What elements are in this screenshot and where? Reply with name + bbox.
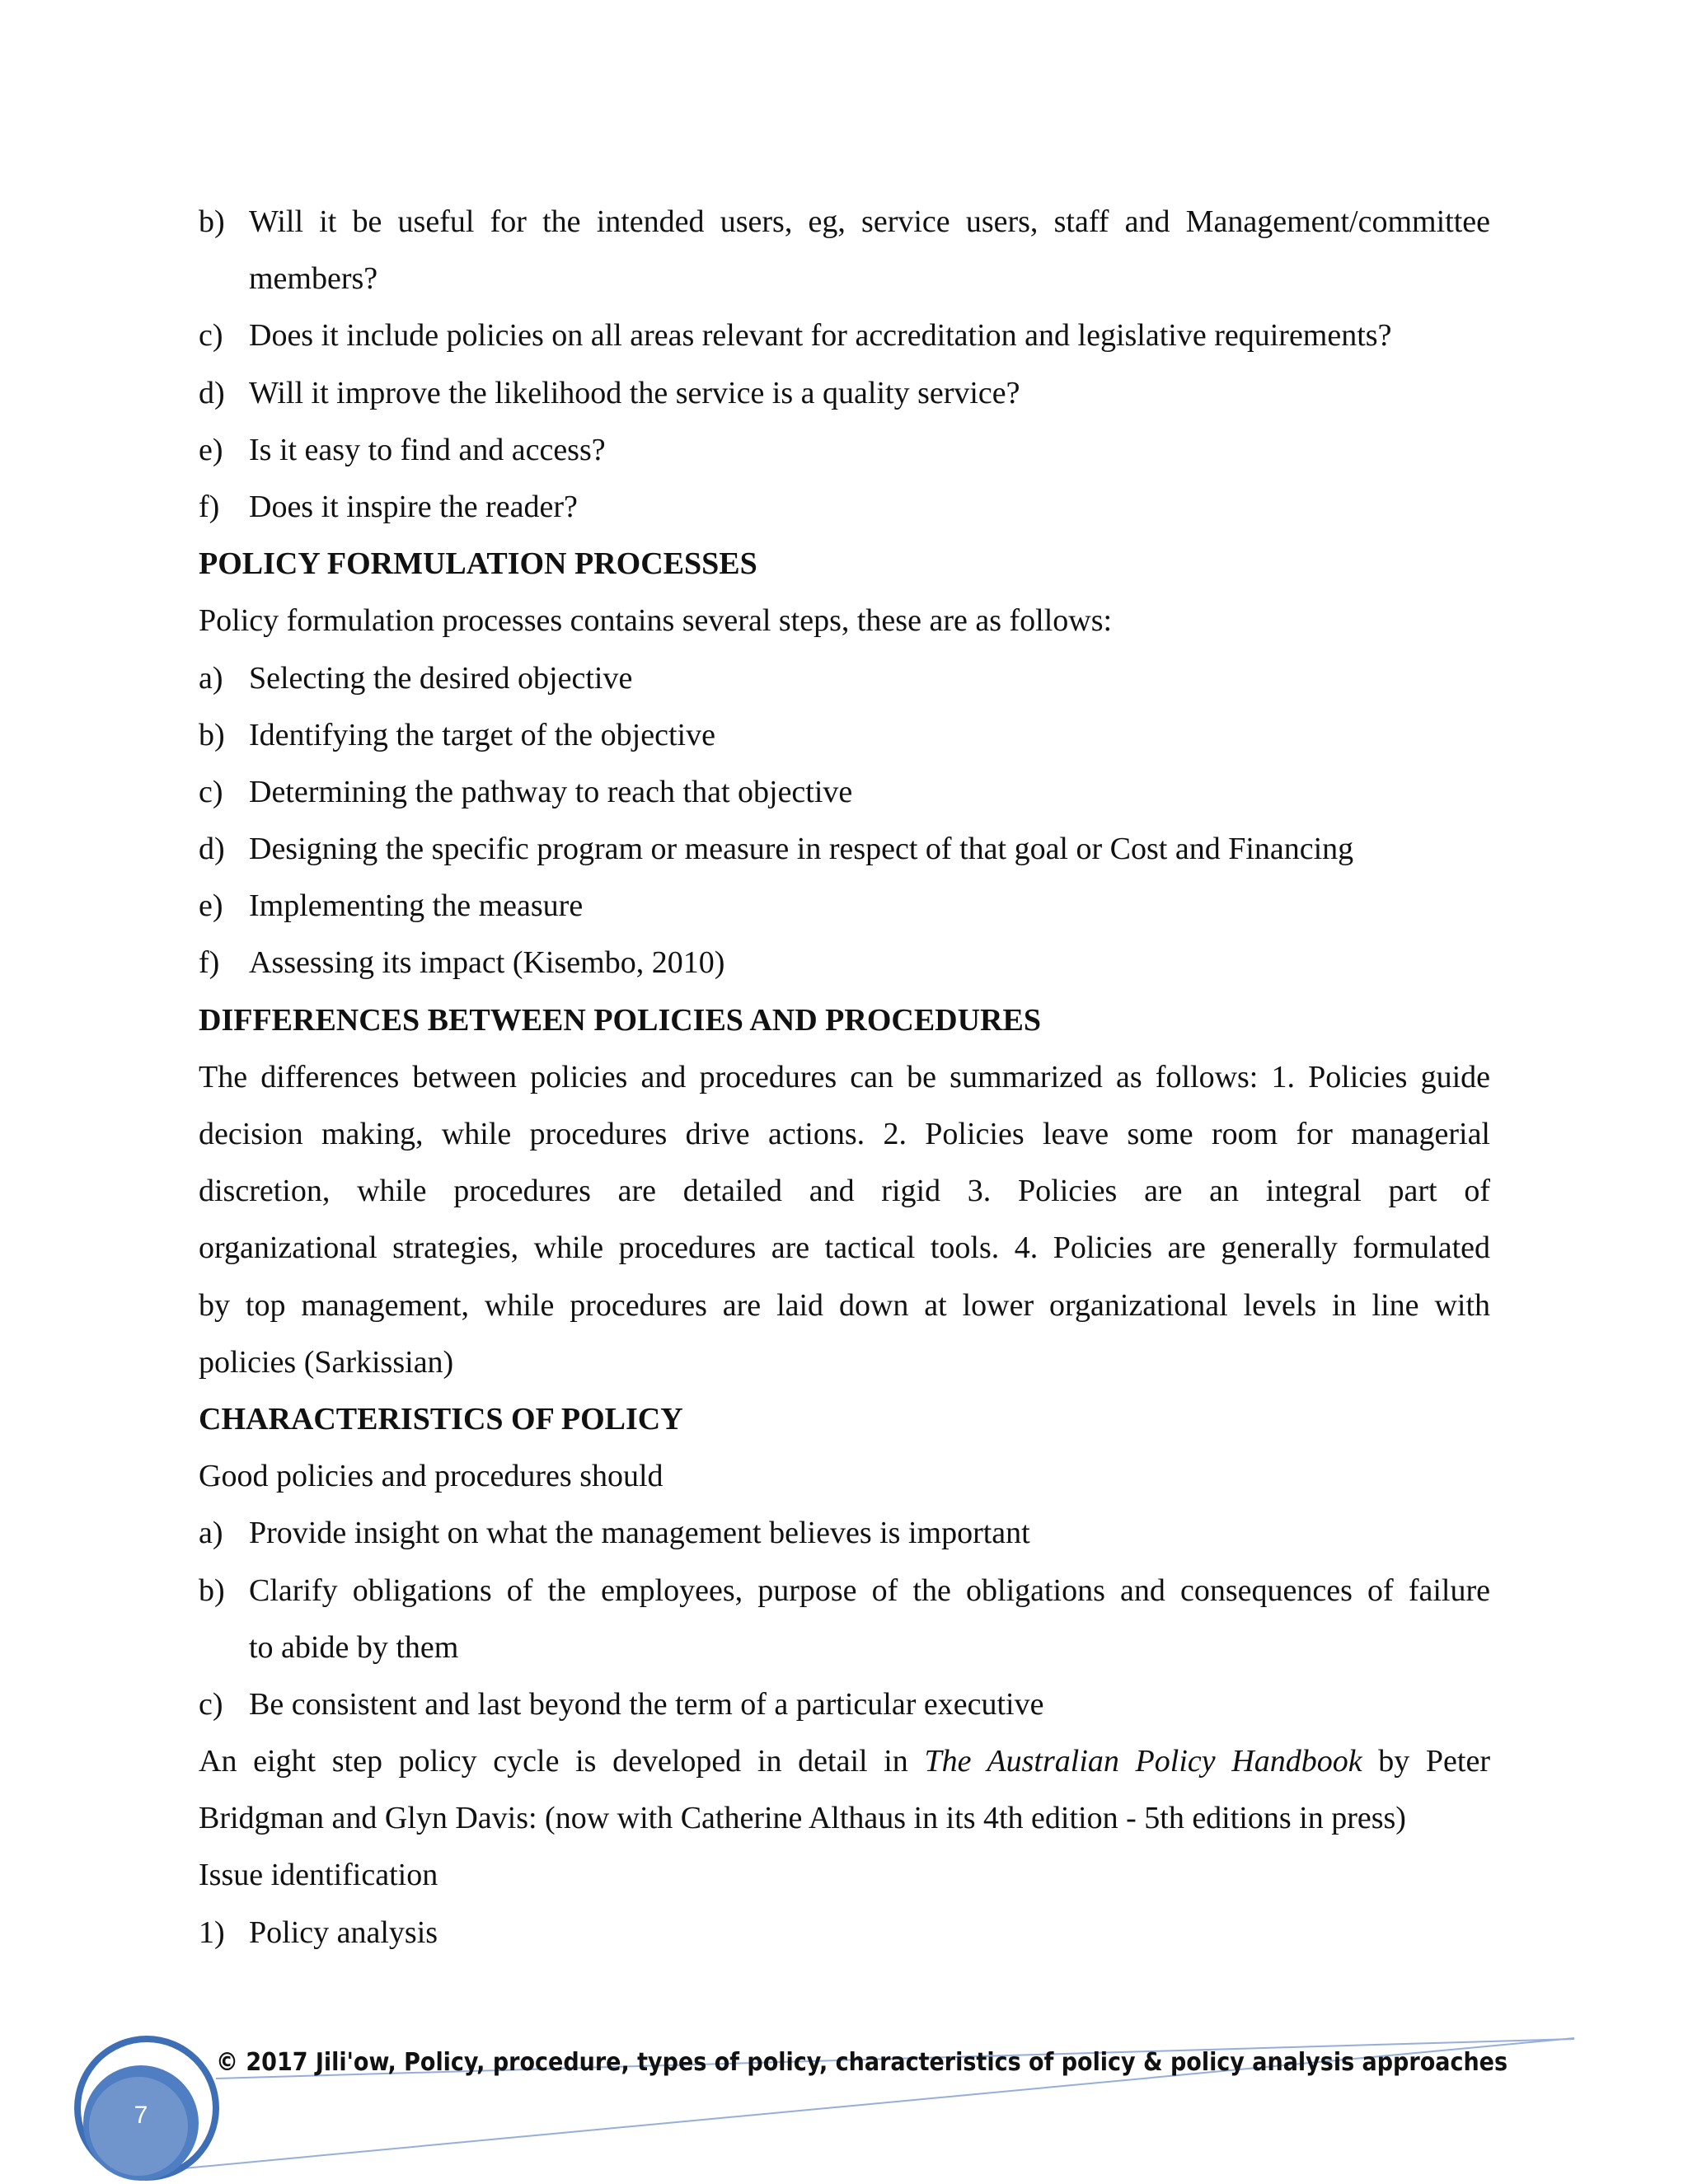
list-item-text: Provide insight on what the management believes is important (249, 1516, 1030, 1551)
footer-decoration (0, 2011, 1688, 2184)
list-item: a) Selecting the desired objective (199, 660, 633, 696)
list-item: a) Provide insight on what the management believes is important (199, 1516, 1030, 1551)
list-item: e) Is it easy to find and access? (199, 432, 606, 467)
list-item: b) Identifying the target of the objective (199, 717, 715, 752)
list-item-continuation: to abide by them (249, 1629, 459, 1665)
section-intro: Policy formulation processes contains several steps, these are as follows: (199, 603, 1113, 639)
list-item-text: Determining the pathway to reach that objective (249, 774, 853, 809)
list-item-text: Clarify obligations of the employees, purpose of the obligations and consequences of failure (249, 1572, 1490, 1608)
paragraph-line: policies (Sarkissian) (199, 1344, 454, 1380)
list-item-text: Does it inspire the reader? (249, 489, 578, 524)
page-number: 7 (134, 2102, 148, 2129)
paragraph-line: decision making, while procedures drive actions. 2. Policies leave some room for managerial (199, 1117, 1490, 1151)
list-item-text: Implementing the measure (249, 888, 584, 924)
list-item-text: Assessing its impact (Kisembo, 2010) (249, 945, 725, 981)
list-item-text: Does it include policies on all areas relevant for accreditation and legislative requirements? (249, 318, 1392, 354)
list-item-text: Is it easy to find and access? (249, 432, 606, 467)
paragraph-line: discretion, while procedures are detailed and rigid 3. Policies are an integral part of (199, 1174, 1490, 1209)
list-item-text: Policy analysis (249, 1915, 438, 1950)
list-item-text: Designing the specific program or measure in respect of that goal or Cost and Financing (249, 832, 1354, 867)
section-heading-policy-formulation: POLICY FORMULATION PROCESSES (199, 546, 757, 582)
list-item-text: Will it improve the likelihood the service is a quality service? (249, 375, 1020, 410)
list-item-text: Be consistent and last beyond the term of a particular executive (249, 1686, 1044, 1722)
list-item: f) Assessing its impact (Kisembo, 2010) (199, 945, 725, 981)
list-item: c) Does it include policies on all areas relevant for accreditation and legislative requirements? (199, 318, 1392, 354)
section-heading-characteristics: CHARACTERISTICS OF POLICY (199, 1401, 683, 1436)
list-item: c) Be consistent and last beyond the term of a particular executive (199, 1686, 1044, 1722)
list-item: b) Will it be useful for the intended users, eg, service users, staff and Management/committee (199, 194, 1490, 251)
paragraph-line: by top management, while procedures are laid down at lower organizational levels in line with (199, 1287, 1490, 1323)
list-item-continuation: members? (249, 261, 378, 297)
paragraph-line: The differences between policies and procedures can be summarized as follows: 1. Policies guide (199, 1059, 1490, 1094)
paragraph-line: organizational strategies, while procedures are tactical tools. 4. Policies are generally formulated (199, 1230, 1490, 1266)
document-body (199, 194, 1490, 1961)
list-item: d) Designing the specific program or measure in respect of that goal or Cost and Financing (199, 832, 1354, 867)
book-title: The Australian Policy Handbook (924, 1744, 1362, 1779)
list-item: e) Implementing the measure (199, 888, 584, 924)
section-heading-differences: DIFFERENCES BETWEEN POLICIES AND PROCEDURES (199, 1002, 1041, 1038)
list-item: b) Clarify obligations of the employees, purpose of the obligations and consequences of failure (199, 1563, 1490, 1619)
list-item: c) Determining the pathway to reach that objective (199, 774, 853, 809)
paragraph-line: An eight step policy cycle is developed in detail in The Australian Policy Handbook by Peter (199, 1744, 1490, 1779)
section-intro: Good policies and procedures should (199, 1459, 663, 1494)
list-item-text: Will it be useful for the intended users, eg, service users, staff and Management/committee (249, 204, 1490, 239)
list-item: d) Will it improve the likelihood the service is a quality service? (199, 375, 1020, 410)
list-item-text: Selecting the desired objective (249, 660, 633, 696)
list-item-text: Identifying the target of the objective (249, 717, 715, 752)
footer-copyright: © 2017 Jili'ow, Policy, procedure, types of policy, characteristics of policy & policy analysis approaches (216, 2048, 1508, 2077)
paragraph-line: Bridgman and Glyn Davis: (now with Catherine Althaus in its 4th edition - 5th editions in press) (199, 1801, 1406, 1836)
issue-identification-line: Issue identification (199, 1858, 438, 1893)
numbered-item: 1) Policy analysis (199, 1915, 438, 1950)
list-item: f) Does it inspire the reader? (199, 489, 578, 524)
